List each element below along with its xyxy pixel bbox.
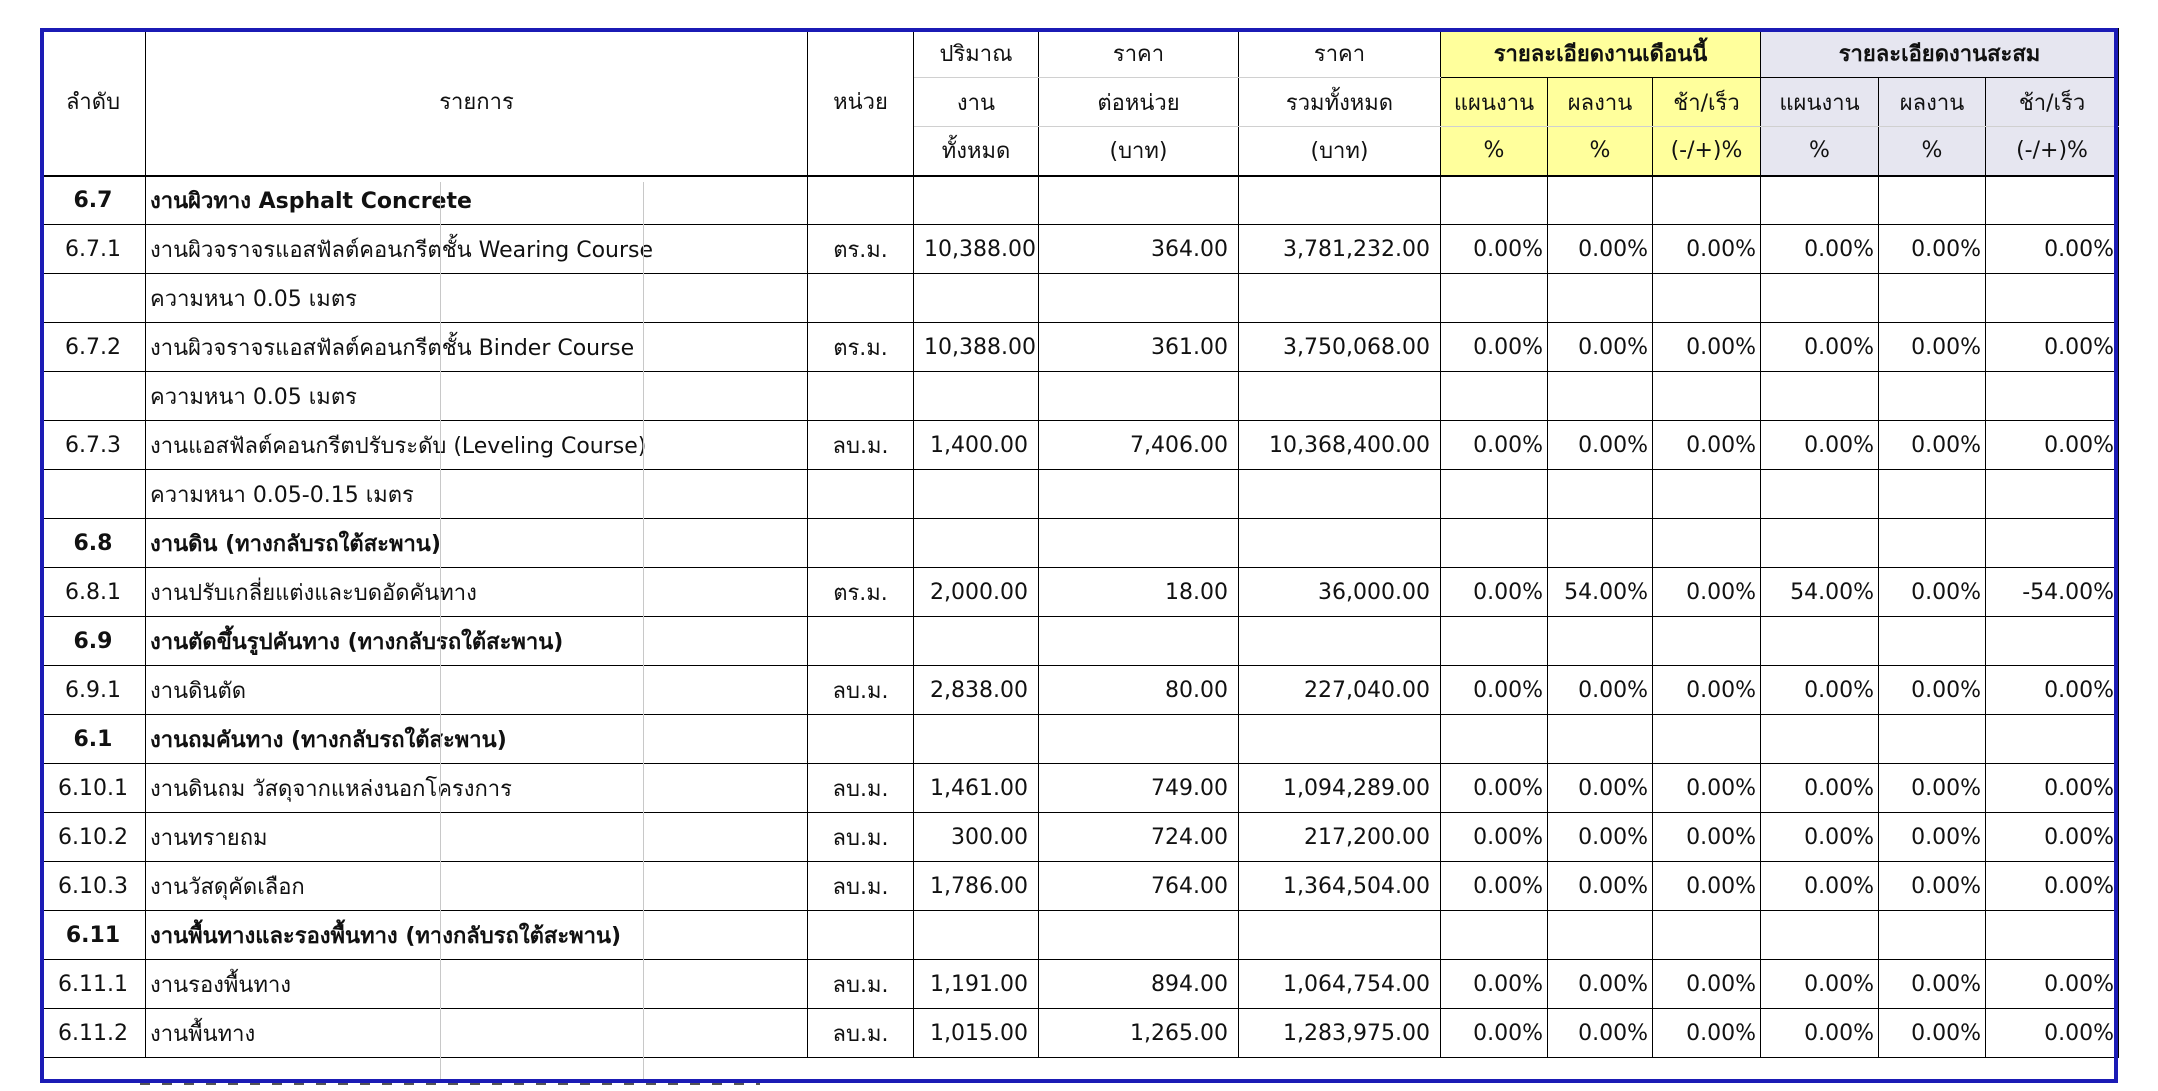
cell-c-result: 0.00%	[1879, 764, 1986, 813]
cell-total: 36,000.00	[1239, 568, 1441, 617]
cell-desc: งานตัดขึ้นรูปคันทาง (ทางกลับรถใต้สะพาน)	[146, 617, 808, 666]
cell-total	[1239, 617, 1441, 666]
cell-m-diff: 0.00%	[1653, 862, 1761, 911]
table-body	[41, 176, 2119, 1058]
cell-m-plan: 0.00%	[1441, 225, 1548, 274]
header-month-result: ผลงาน	[1548, 78, 1653, 127]
cell-c-diff	[1986, 274, 2119, 323]
cell-code: 6.7.3	[41, 421, 146, 470]
cell-price: 894.00	[1039, 960, 1239, 1009]
cell-price	[1039, 519, 1239, 568]
cell-m-result	[1548, 519, 1653, 568]
cell-unit	[808, 715, 914, 764]
cell-total: 1,364,504.00	[1239, 862, 1441, 911]
cell-m-plan: 0.00%	[1441, 421, 1548, 470]
cell-code	[41, 470, 146, 519]
cell-c-diff	[1986, 519, 2119, 568]
table-header	[41, 29, 2119, 176]
table-row	[41, 225, 2119, 274]
header-total-price-line3: (บาท)	[1239, 127, 1441, 176]
cell-c-plan: 0.00%	[1761, 421, 1879, 470]
cell-m-result: 0.00%	[1548, 1009, 1653, 1058]
section-row	[41, 715, 2119, 764]
cell-desc: งานผิวจราจรแอสฟัลต์คอนกรีตชั้น Binder Course	[146, 323, 808, 372]
header-month-diff: ช้า/เร็ว	[1653, 78, 1761, 127]
cell-m-plan	[1441, 274, 1548, 323]
cell-code	[41, 372, 146, 421]
cell-unit	[808, 176, 914, 225]
cell-unit: ลบ.ม.	[808, 862, 914, 911]
note-row	[41, 372, 2119, 421]
cell-m-plan	[1441, 911, 1548, 960]
header-total-price-line2: รวมทั้งหมด	[1239, 78, 1441, 127]
cell-code: 6.7.2	[41, 323, 146, 372]
cell-c-plan	[1761, 176, 1879, 225]
cell-c-diff	[1986, 715, 2119, 764]
cell-m-result: 54.00%	[1548, 568, 1653, 617]
cell-m-diff: 0.00%	[1653, 568, 1761, 617]
cell-price	[1039, 715, 1239, 764]
cell-qty: 300.00	[914, 813, 1039, 862]
cell-c-diff	[1986, 617, 2119, 666]
cell-c-plan: 0.00%	[1761, 862, 1879, 911]
cell-c-plan	[1761, 715, 1879, 764]
cell-qty: 1,461.00	[914, 764, 1039, 813]
cell-code: 6.11	[41, 911, 146, 960]
cell-m-diff: 0.00%	[1653, 666, 1761, 715]
cell-m-diff	[1653, 617, 1761, 666]
cell-code: 6.10.3	[41, 862, 146, 911]
header-month-plan: แผนงาน	[1441, 78, 1548, 127]
next-row-cutoff	[140, 1080, 840, 1091]
cell-c-result	[1879, 519, 1986, 568]
cell-m-plan: 0.00%	[1441, 813, 1548, 862]
cell-m-plan: 0.00%	[1441, 764, 1548, 813]
cell-c-diff	[1986, 176, 2119, 225]
cell-desc: งานผิวทาง Asphalt Concrete	[146, 176, 808, 225]
cell-qty	[914, 715, 1039, 764]
cell-price: 18.00	[1039, 568, 1239, 617]
header-cumulative-group: รายละเอียดงานสะสม	[1761, 29, 2119, 78]
cell-qty	[914, 911, 1039, 960]
header-month-diff-unit: (-/+)%	[1653, 127, 1761, 176]
cell-m-result: 0.00%	[1548, 421, 1653, 470]
cell-m-result: 0.00%	[1548, 323, 1653, 372]
cell-m-diff: 0.00%	[1653, 421, 1761, 470]
header-qty-line2: งาน	[914, 78, 1039, 127]
cell-m-diff	[1653, 372, 1761, 421]
cell-c-diff: 0.00%	[1986, 421, 2119, 470]
cell-unit	[808, 372, 914, 421]
table-row	[41, 960, 2119, 1009]
cell-code: 6.8.1	[41, 568, 146, 617]
cell-qty: 1,400.00	[914, 421, 1039, 470]
cell-c-result	[1879, 274, 1986, 323]
table-row	[41, 862, 2119, 911]
cell-c-plan: 0.00%	[1761, 666, 1879, 715]
header-seq: ลำดับ	[41, 29, 146, 176]
table-row	[41, 421, 2119, 470]
cell-m-diff: 0.00%	[1653, 225, 1761, 274]
cell-c-result	[1879, 715, 1986, 764]
table-row	[41, 568, 2119, 617]
cell-code: 6.9	[41, 617, 146, 666]
cell-price: 80.00	[1039, 666, 1239, 715]
cell-desc: งานวัสดุคัดเลือก	[146, 862, 808, 911]
cell-c-result	[1879, 911, 1986, 960]
cell-m-diff: 0.00%	[1653, 1009, 1761, 1058]
cell-m-result: 0.00%	[1548, 813, 1653, 862]
header-month-group: รายละเอียดงานเดือนนี้	[1441, 29, 1761, 78]
cell-desc: งานพื้นทางและรองพื้นทาง (ทางกลับรถใต้สะพาน)	[146, 911, 808, 960]
cell-c-diff	[1986, 470, 2119, 519]
cell-price	[1039, 911, 1239, 960]
cell-qty	[914, 617, 1039, 666]
cell-total	[1239, 911, 1441, 960]
cell-m-plan	[1441, 470, 1548, 519]
cell-c-plan: 0.00%	[1761, 764, 1879, 813]
cell-total	[1239, 470, 1441, 519]
cell-desc: งานดินถม วัสดุจากแหล่งนอกโครงการ	[146, 764, 808, 813]
table-row	[41, 764, 2119, 813]
header-month-plan-unit: %	[1441, 127, 1548, 176]
cell-qty: 1,786.00	[914, 862, 1039, 911]
cell-m-result	[1548, 470, 1653, 519]
cell-desc: งานดิน (ทางกลับรถใต้สะพาน)	[146, 519, 808, 568]
header-cum-result: ผลงาน	[1879, 78, 1986, 127]
cell-m-plan: 0.00%	[1441, 323, 1548, 372]
cell-price	[1039, 372, 1239, 421]
cell-total	[1239, 372, 1441, 421]
cell-desc: งานรองพื้นทาง	[146, 960, 808, 1009]
cell-m-result: 0.00%	[1548, 225, 1653, 274]
cell-price	[1039, 617, 1239, 666]
cell-c-result: 0.00%	[1879, 813, 1986, 862]
cell-c-plan	[1761, 372, 1879, 421]
cell-desc: งานดินตัด	[146, 666, 808, 715]
cell-desc: งานถมคันทาง (ทางกลับรถใต้สะพาน)	[146, 715, 808, 764]
cell-total	[1239, 715, 1441, 764]
cell-qty: 2,838.00	[914, 666, 1039, 715]
cell-c-diff	[1986, 911, 2119, 960]
cell-c-plan: 0.00%	[1761, 960, 1879, 1009]
cell-unit: ลบ.ม.	[808, 1009, 914, 1058]
cell-m-plan: 0.00%	[1441, 960, 1548, 1009]
sheet-gridline	[643, 182, 644, 1080]
header-qty-line3: ทั้งหมด	[914, 127, 1039, 176]
cell-m-diff: 0.00%	[1653, 813, 1761, 862]
table-row	[41, 666, 2119, 715]
cell-price	[1039, 274, 1239, 323]
header-total-price-line1: ราคา	[1239, 29, 1441, 78]
cell-total: 10,368,400.00	[1239, 421, 1441, 470]
cell-qty: 1,191.00	[914, 960, 1039, 1009]
cell-c-diff: 0.00%	[1986, 960, 2119, 1009]
cell-price	[1039, 470, 1239, 519]
table-row	[41, 813, 2119, 862]
cell-total: 227,040.00	[1239, 666, 1441, 715]
cell-c-plan	[1761, 470, 1879, 519]
cell-qty: 10,388.00	[914, 323, 1039, 372]
progress-table	[40, 28, 2119, 1058]
header-cum-diff-unit: (-/+)%	[1986, 127, 2119, 176]
cell-code: 6.11.1	[41, 960, 146, 1009]
cell-qty	[914, 274, 1039, 323]
cell-c-result: 0.00%	[1879, 421, 1986, 470]
cell-c-result	[1879, 176, 1986, 225]
cell-unit	[808, 519, 914, 568]
cell-qty: 10,388.00	[914, 225, 1039, 274]
cell-price: 1,265.00	[1039, 1009, 1239, 1058]
cell-m-result	[1548, 274, 1653, 323]
header-month-result-unit: %	[1548, 127, 1653, 176]
header-qty-line1: ปริมาณ	[914, 29, 1039, 78]
cell-c-diff: 0.00%	[1986, 813, 2119, 862]
cell-unit: ลบ.ม.	[808, 421, 914, 470]
cell-price: 764.00	[1039, 862, 1239, 911]
cell-c-plan: 54.00%	[1761, 568, 1879, 617]
cell-c-result	[1879, 470, 1986, 519]
cell-c-plan: 0.00%	[1761, 813, 1879, 862]
cell-code: 6.8	[41, 519, 146, 568]
cell-m-diff	[1653, 519, 1761, 568]
cell-c-result: 0.00%	[1879, 862, 1986, 911]
cell-unit	[808, 911, 914, 960]
cell-m-diff: 0.00%	[1653, 960, 1761, 1009]
cell-m-plan	[1441, 372, 1548, 421]
cell-desc: งานแอสฟัลต์คอนกรีตปรับระดับ (Leveling Course)	[146, 421, 808, 470]
cell-m-diff	[1653, 176, 1761, 225]
cell-c-diff: 0.00%	[1986, 225, 2119, 274]
cell-m-diff: 0.00%	[1653, 764, 1761, 813]
header-unit: หน่วย	[808, 29, 914, 176]
cell-c-plan	[1761, 519, 1879, 568]
cell-qty: 2,000.00	[914, 568, 1039, 617]
cell-c-plan: 0.00%	[1761, 323, 1879, 372]
cell-code: 6.9.1	[41, 666, 146, 715]
header-cum-result-unit: %	[1879, 127, 1986, 176]
cell-price	[1039, 176, 1239, 225]
header-item: รายการ	[146, 29, 808, 176]
cell-code: 6.7	[41, 176, 146, 225]
cell-total: 1,064,754.00	[1239, 960, 1441, 1009]
cell-total: 1,283,975.00	[1239, 1009, 1441, 1058]
header-cum-plan-unit: %	[1761, 127, 1879, 176]
cell-qty	[914, 470, 1039, 519]
cell-c-result: 0.00%	[1879, 225, 1986, 274]
header-unit-price-line3: (บาท)	[1039, 127, 1239, 176]
header-unit-price-line1: ราคา	[1039, 29, 1239, 78]
cell-m-plan: 0.00%	[1441, 666, 1548, 715]
cell-m-result	[1548, 617, 1653, 666]
cell-c-diff: 0.00%	[1986, 764, 2119, 813]
cell-c-plan	[1761, 274, 1879, 323]
cell-price: 749.00	[1039, 764, 1239, 813]
header-cum-plan: แผนงาน	[1761, 78, 1879, 127]
cell-c-diff: -54.00%	[1986, 568, 2119, 617]
cell-unit	[808, 617, 914, 666]
cell-price: 364.00	[1039, 225, 1239, 274]
cell-m-result: 0.00%	[1548, 960, 1653, 1009]
cell-c-diff: 0.00%	[1986, 666, 2119, 715]
cell-desc: ความหนา 0.05-0.15 เมตร	[146, 470, 808, 519]
cell-total: 3,781,232.00	[1239, 225, 1441, 274]
cell-c-diff: 0.00%	[1986, 323, 2119, 372]
cell-m-result	[1548, 372, 1653, 421]
cell-m-diff	[1653, 470, 1761, 519]
cell-desc: งานทรายถม	[146, 813, 808, 862]
note-row	[41, 274, 2119, 323]
cell-price: 724.00	[1039, 813, 1239, 862]
cell-m-result	[1548, 176, 1653, 225]
cell-c-result: 0.00%	[1879, 960, 1986, 1009]
cell-m-result	[1548, 911, 1653, 960]
cell-m-result: 0.00%	[1548, 862, 1653, 911]
cell-c-result: 0.00%	[1879, 323, 1986, 372]
note-row	[41, 470, 2119, 519]
cell-c-result	[1879, 372, 1986, 421]
cell-qty	[914, 372, 1039, 421]
cell-c-diff: 0.00%	[1986, 862, 2119, 911]
section-row	[41, 176, 2119, 225]
table-row	[41, 323, 2119, 372]
cell-code: 6.11.2	[41, 1009, 146, 1058]
cell-code: 6.10.1	[41, 764, 146, 813]
cell-m-result: 0.00%	[1548, 764, 1653, 813]
cell-desc: งานปรับเกลี่ยแต่งและบดอัดคันทาง	[146, 568, 808, 617]
cell-c-result: 0.00%	[1879, 666, 1986, 715]
cell-c-plan	[1761, 911, 1879, 960]
section-row	[41, 911, 2119, 960]
cell-c-plan: 0.00%	[1761, 225, 1879, 274]
cell-m-plan	[1441, 715, 1548, 764]
cell-c-diff: 0.00%	[1986, 1009, 2119, 1058]
table-row	[41, 1009, 2119, 1058]
cell-total: 1,094,289.00	[1239, 764, 1441, 813]
cell-unit	[808, 274, 914, 323]
cell-m-diff	[1653, 911, 1761, 960]
cell-c-diff	[1986, 372, 2119, 421]
section-row	[41, 519, 2119, 568]
cell-unit: ลบ.ม.	[808, 813, 914, 862]
section-row	[41, 617, 2119, 666]
cell-m-result: 0.00%	[1548, 666, 1653, 715]
cell-total	[1239, 519, 1441, 568]
cell-m-plan	[1441, 176, 1548, 225]
cell-m-plan: 0.00%	[1441, 862, 1548, 911]
cell-unit: ลบ.ม.	[808, 764, 914, 813]
cell-qty	[914, 176, 1039, 225]
header-unit-price-line2: ต่อหน่วย	[1039, 78, 1239, 127]
cell-unit: ลบ.ม.	[808, 960, 914, 1009]
cell-unit: ลบ.ม.	[808, 666, 914, 715]
cell-price: 361.00	[1039, 323, 1239, 372]
cell-m-diff	[1653, 715, 1761, 764]
cell-c-result	[1879, 617, 1986, 666]
cell-c-plan	[1761, 617, 1879, 666]
cell-m-plan: 0.00%	[1441, 1009, 1548, 1058]
cell-m-plan	[1441, 617, 1548, 666]
cell-total	[1239, 274, 1441, 323]
cell-code: 6.1	[41, 715, 146, 764]
cell-desc: ความหนา 0.05 เมตร	[146, 372, 808, 421]
cell-unit: ตร.ม.	[808, 568, 914, 617]
cell-total: 217,200.00	[1239, 813, 1441, 862]
cell-m-plan	[1441, 519, 1548, 568]
cell-m-diff	[1653, 274, 1761, 323]
cell-unit	[808, 470, 914, 519]
cell-m-diff: 0.00%	[1653, 323, 1761, 372]
cell-code: 6.7.1	[41, 225, 146, 274]
cell-desc: ความหนา 0.05 เมตร	[146, 274, 808, 323]
cell-unit: ตร.ม.	[808, 323, 914, 372]
header-cum-diff: ช้า/เร็ว	[1986, 78, 2119, 127]
cell-total	[1239, 176, 1441, 225]
cell-desc: งานผิวจราจรแอสฟัลต์คอนกรีตชั้น Wearing Course	[146, 225, 808, 274]
cell-total: 3,750,068.00	[1239, 323, 1441, 372]
cell-qty: 1,015.00	[914, 1009, 1039, 1058]
cell-code	[41, 274, 146, 323]
cell-c-result: 0.00%	[1879, 1009, 1986, 1058]
cell-m-result	[1548, 715, 1653, 764]
cell-code: 6.10.2	[41, 813, 146, 862]
cell-price: 7,406.00	[1039, 421, 1239, 470]
cell-unit: ตร.ม.	[808, 225, 914, 274]
cell-c-result: 0.00%	[1879, 568, 1986, 617]
cell-m-plan: 0.00%	[1441, 568, 1548, 617]
progress-report-sheet	[40, 28, 2118, 1083]
sheet-gridline	[440, 182, 441, 1080]
cell-qty	[914, 519, 1039, 568]
cell-desc: งานพื้นทาง	[146, 1009, 808, 1058]
cell-c-plan: 0.00%	[1761, 1009, 1879, 1058]
